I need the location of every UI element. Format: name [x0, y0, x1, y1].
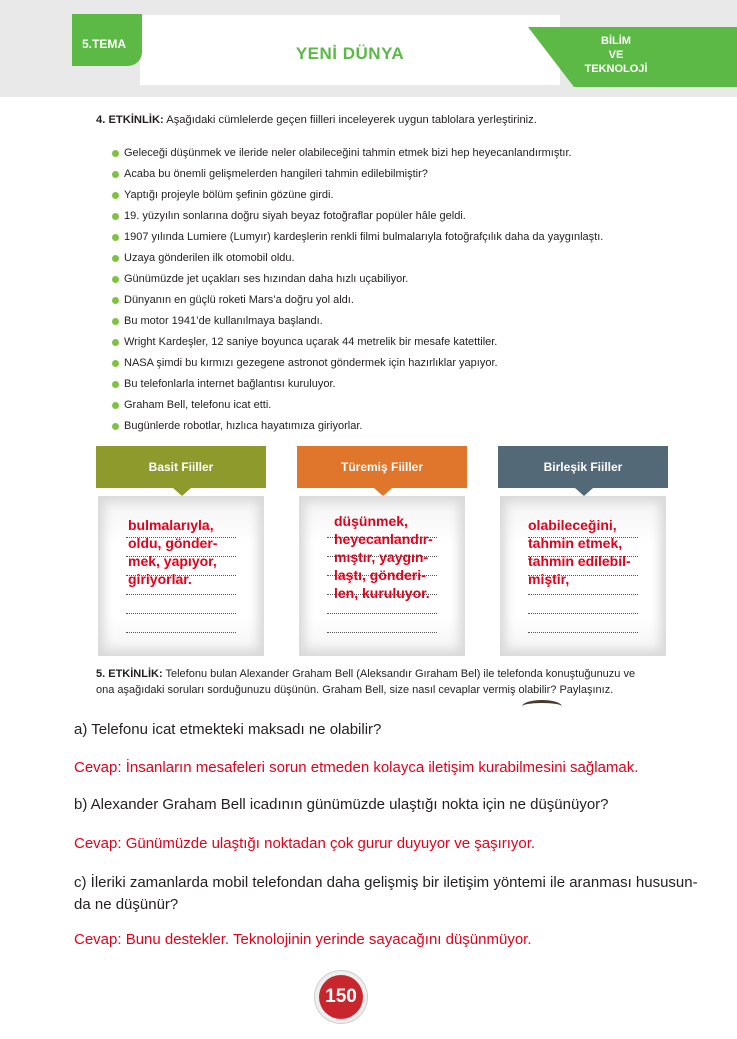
category-label: BİLİM VE TEKNOLOJİ	[584, 35, 648, 75]
card-notch	[173, 488, 191, 496]
list-item: Yaptığı projeyle bölüm şefinin gözüne girdi.	[112, 185, 712, 206]
page-title: YENİ DÜNYA	[295, 44, 405, 63]
activity4-instruction: 4. ETKİNLİK: Aşağıdaki cümlelerde geçen fiilleri inceleyerek uygun tablolara yerleştiriniz.	[96, 114, 537, 126]
list-item: Acaba bu önemli gelişmelerden hangileri tahmin edilebilmiştir?	[112, 164, 712, 185]
question-a: a) Telefonu icat etmekteki maksadı ne olabilir?	[74, 721, 382, 738]
list-item: Graham Bell, telefonu icat etti.	[112, 395, 712, 416]
list-item: Bu telefonlarla internet bağlantısı kuruluyor.	[112, 374, 712, 395]
illustration-fragment	[522, 700, 562, 713]
activity4-label: 4. ETKİNLİK:	[96, 114, 164, 126]
theme-label: 5.TEMA	[82, 37, 127, 51]
list-item: 19. yüzyılın sonlarına doğru siyah beyaz fotoğraflar popüler hâle geldi.	[112, 206, 712, 227]
answer-c: Cevap: Bunu destekler. Teknolojinin yerinde sayacağını düşünmüyor.	[74, 931, 532, 948]
list-item: 1907 yılında Lumiere (Lumyır) kardeşlerin renkli filmi bulmalarıyla fotoğrafçılık daha da yaygınlaştı.	[112, 227, 712, 248]
card-turemis-fiiller	[297, 446, 467, 656]
card-answer: olabileceğini, tahmin etmek, tahmin edilebil- miştir,	[528, 517, 631, 587]
question-c: c) İleriki zamanlarda mobil telefondan daha gelişmiş bir iletişim yöntemi ile aranması hususun-da ne düşünür?	[74, 874, 698, 913]
card-notch	[374, 488, 392, 496]
card-answer: düşünmek, heyecanlandır- mıştır, yaygın- laştı, gönderi- len, kuruluyor.	[334, 513, 433, 601]
card-birlesik-fiiller	[498, 446, 668, 656]
card-title: Birleşik Fiiller	[498, 446, 668, 488]
answer-a: Cevap: İnsanların mesafeleri sorun etmeden kolayca iletişim kurabilmesini sağlamak.	[74, 759, 639, 776]
sentence-list	[112, 143, 712, 437]
list-item: Dünyanın en güçlü roketi Mars’a doğru yol aldı.	[112, 290, 712, 311]
list-item: Geleceği düşünmek ve ileride neler olabileceğini tahmin etmek bizi hep heyecanlandırmıştır.	[112, 143, 712, 164]
list-item: Bugünlerde robotlar, hızlıca hayatımıza giriyorlar.	[112, 416, 712, 437]
answer-b: Cevap: Günümüzde ulaştığı noktadan çok gurur duyuyor ve şaşırıyor.	[74, 835, 536, 852]
page-number: 150	[319, 975, 363, 1019]
card-title: Türemiş Fiiller	[297, 446, 467, 488]
list-item: Wright Kardeşler, 12 saniye boyunca uçarak 44 metrelik bir mesafe katettiler.	[112, 332, 712, 353]
card-basit-fiiller	[96, 446, 266, 656]
list-item: NASA şimdi bu kırmızı gezegene astronot göndermek için hazırlıklar yapıyor.	[112, 353, 712, 374]
activity5-label: 5. ETKİNLİK:	[96, 668, 163, 680]
activity5-instruction: 5. ETKİNLİK: Telefonu bulan Alexander Graham Bell (Aleksandır Gıraham Bel) ile telefonda konuştuğunuzu ve ona aşağıdaki soruları sorduğunuzu düşünün. Graham Bell, size nasıl cevaplar vermiş olabilir? Paylaşınız.	[96, 668, 636, 696]
list-item: Uzaya gönderilen ilk otomobil oldu.	[112, 248, 712, 269]
list-item: Günümüzde jet uçakları ses hızından daha hızlı uçabiliyor.	[112, 269, 712, 290]
card-answer: bulmalarıyla, oldu, gönder- mek, yapıyor, giriyorlar.	[128, 517, 218, 587]
card-title: Basit Fiiller	[96, 446, 266, 488]
question-b: b) Alexander Graham Bell icadının günümüzde ulaştığı nokta için ne düşünüyor?	[74, 796, 609, 813]
list-item: Bu motor 1941’de kullanılmaya başlandı.	[112, 311, 712, 332]
theme-tab	[72, 14, 142, 66]
card-notch	[575, 488, 593, 496]
